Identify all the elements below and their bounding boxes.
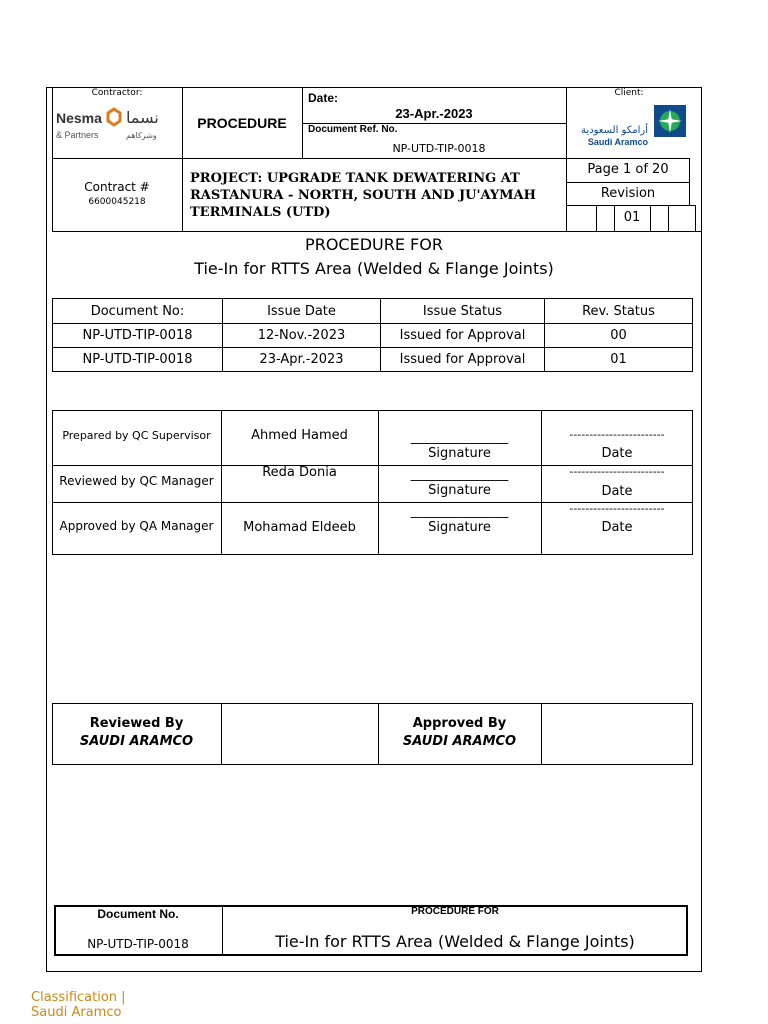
footer-doc-no-label: Document No.	[97, 907, 179, 921]
contract-value: 6600045218	[88, 197, 146, 207]
status-table-header	[53, 299, 693, 324]
footer-doc-no-value: NP-UTD-TIP-0018	[87, 937, 189, 951]
nesma-logo	[56, 103, 172, 149]
procedure-label: PROCEDURE	[197, 115, 287, 131]
doc-ref-value: NP-UTD-TIP-0018	[392, 142, 486, 155]
footer-title: Tie-In for RTTS Area (Welded & Flange Joints)	[275, 932, 635, 951]
date-line: ------------------------	[569, 428, 665, 441]
classification-label	[31, 990, 126, 1020]
status-header-issue-status: Issue Status	[381, 299, 545, 324]
approval-name: Mohamad Eldeeb	[243, 520, 356, 535]
nesma-partners-text: & Partners	[56, 130, 99, 140]
signature-label: Signature	[428, 520, 491, 535]
approved-by-label: Approved By	[412, 716, 507, 731]
approval-role: Approved by QA Manager	[59, 519, 214, 533]
header-divider-1	[182, 87, 183, 231]
table-cell: 23-Apr.-2023	[223, 348, 381, 372]
status-header-rev-status: Rev. Status	[545, 299, 693, 324]
table-cell: 01	[545, 348, 693, 372]
header-left-border	[52, 87, 53, 231]
classification-line-2: Saudi Aramco	[31, 1005, 122, 1020]
revision-label: Revision	[600, 186, 656, 201]
title-line-2: Tie-In for RTTS Area (Welded & Flange Joints)	[194, 259, 554, 278]
aramco-arabic-text: أرامكو السعودية	[581, 125, 648, 136]
table-row	[53, 348, 693, 372]
footer-procedure-for: PROCEDURE FOR	[411, 906, 499, 917]
signature-label: Signature	[428, 483, 491, 498]
reviewed-by-label: Reviewed By	[89, 716, 184, 731]
title-line-1: PROCEDURE FOR	[305, 235, 443, 254]
table-cell: NP-UTD-TIP-0018	[53, 324, 223, 348]
nesma-arabic-text: نسما	[126, 108, 159, 127]
status-header-doc-no: Document No:	[53, 299, 223, 324]
contract-label: Contract #	[84, 180, 150, 194]
review-col-divider	[221, 703, 222, 765]
date-value: 23-Apr.-2023	[395, 106, 473, 121]
header-mid-border	[52, 158, 566, 159]
reviewed-by-org: SAUDI ARAMCO	[79, 734, 194, 749]
classification-line-1: Classification |	[31, 990, 126, 1005]
signature-line: _______________	[410, 430, 509, 445]
table-cell: Issued for Approval	[381, 324, 545, 348]
date-line: ------------------------	[569, 502, 665, 515]
page-text: Page 1 of 20	[587, 162, 669, 177]
date-line: ------------------------	[569, 465, 665, 478]
nesma-hex-icon	[108, 109, 120, 125]
approved-by-org: SAUDI ARAMCO	[402, 734, 517, 749]
approval-role: Reviewed by QC Manager	[59, 474, 214, 488]
approval-name: Reda Donia	[262, 465, 337, 480]
status-header-issue-date: Issue Date	[223, 299, 381, 324]
table-cell: NP-UTD-TIP-0018	[53, 348, 223, 372]
table-cell: Issued for Approval	[381, 348, 545, 372]
aramco-logo	[572, 101, 690, 151]
status-table	[52, 298, 693, 372]
date-label: Date	[601, 520, 633, 535]
signature-line: _______________	[410, 467, 509, 482]
nesma-partners-arabic: وشركاهم	[126, 131, 157, 140]
aramco-english-text: Saudi Aramco	[587, 137, 648, 147]
nesma-logo-text: Nesma	[56, 110, 102, 126]
table-row	[53, 324, 693, 348]
approval-name: Ahmed Hamed	[251, 428, 348, 443]
revision-cell-divider	[596, 205, 597, 232]
signature-line: _______________	[410, 504, 509, 519]
project-text: PROJECT: UPGRADE TANK DEWATERING AT RASTANURA - NORTH, SOUTH AND JU'AYMAH TERMINALS (UTD)	[190, 171, 536, 220]
client-label: Client:	[614, 88, 644, 98]
review-col-divider	[541, 703, 542, 765]
date-label: Date	[601, 484, 633, 499]
revision-value: 01	[623, 210, 641, 225]
revision-cell-divider	[668, 205, 669, 232]
date-label: Date	[601, 446, 633, 461]
table-cell: 12-Nov.-2023	[223, 324, 381, 348]
signature-label: Signature	[428, 446, 491, 461]
approval-role: Prepared by QC Supervisor	[62, 429, 211, 442]
revision-cell-divider	[650, 205, 651, 232]
doc-ref-label: Document Ref. No.	[308, 124, 398, 135]
date-label: Date:	[308, 91, 339, 105]
table-cell: 00	[545, 324, 693, 348]
contractor-label: Contractor:	[91, 88, 143, 98]
